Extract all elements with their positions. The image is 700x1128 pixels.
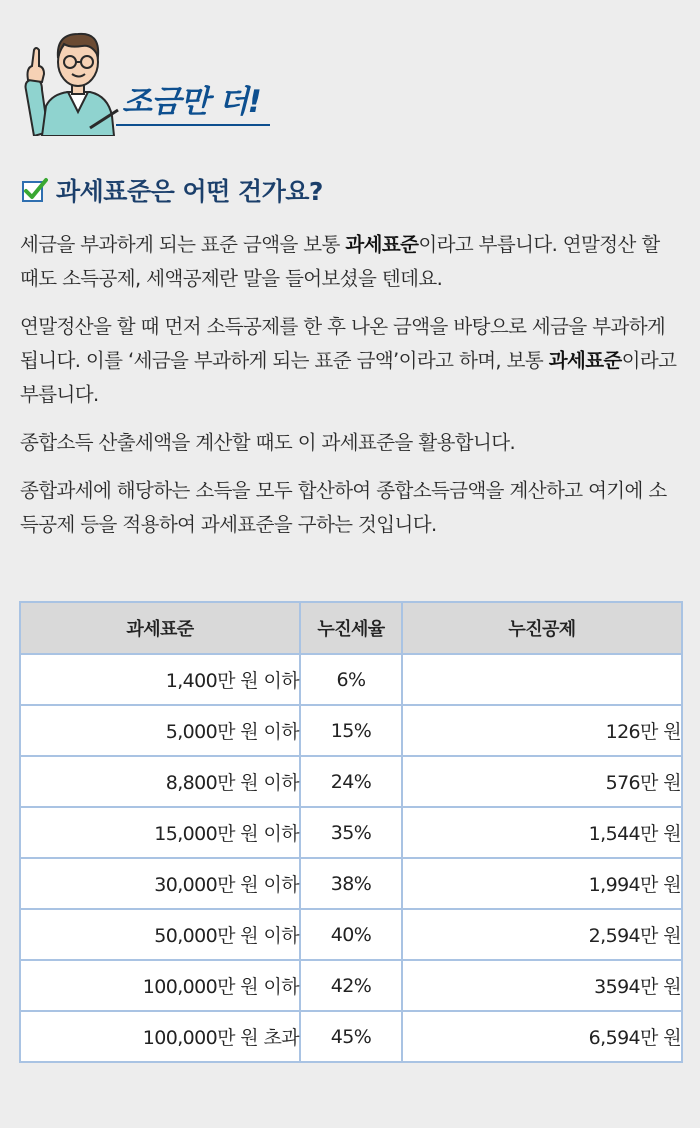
badge-title: 조금만 더!: [122, 84, 261, 120]
teacher-avatar: [12, 20, 122, 136]
cell-deduction: 6,594만 원: [402, 1011, 682, 1062]
table-row: [20, 705, 682, 756]
table-row: [20, 756, 682, 807]
cell-tax-base: 8,800만 원 이하: [20, 756, 300, 807]
cell-tax-base: 15,000만 원 이하: [20, 807, 300, 858]
table-row: [20, 960, 682, 1011]
cell-tax-rate: 6%: [300, 654, 402, 705]
paragraph-3: [20, 426, 682, 460]
section-title: 과세표준은 어떤 건가요?: [56, 177, 323, 206]
table-row: [20, 654, 682, 705]
badge-underline: [116, 124, 270, 126]
cell-tax-base: 1,400만 원 이하: [20, 654, 300, 705]
cell-deduction: 1,994만 원: [402, 858, 682, 909]
cell-tax-rate: 24%: [300, 756, 402, 807]
cell-tax-rate: 42%: [300, 960, 402, 1011]
header-tax-rate: 누진세율: [300, 602, 402, 654]
paragraph-1: [20, 228, 682, 296]
paragraph-4: [20, 474, 682, 542]
paragraph-text: 이라고 부릅니다.: [20, 349, 677, 406]
cell-tax-rate: 40%: [300, 909, 402, 960]
cell-tax-base: 50,000만 원 이하: [20, 909, 300, 960]
paragraph-text: 연말정산을 할 때 먼저 소득공제를 한 후 나온 금액을 바탕으로 세금을 부과하게 됩니다. 이를 ‘세금을 부과하게 되는 표준 금액’이라고 하며, 보통: [20, 315, 666, 372]
cell-deduction: 576만 원: [402, 756, 682, 807]
bold-term: 과세표준: [548, 349, 622, 372]
table-row: [20, 1011, 682, 1062]
tax-rate-table: [19, 601, 683, 1063]
paragraph-text: 종합소득 산출세액을 계산할 때도 이 과세표준을 활용합니다.: [20, 431, 516, 454]
cell-tax-rate: 38%: [300, 858, 402, 909]
paragraph-text: 종합과세에 해당하는 소득을 모두 합산하여 종합소득금액을 계산하고 여기에 소득공제 등을 적용하여 과세표준을 구하는 것입니다.: [20, 479, 667, 536]
cell-deduction: 2,594만 원: [402, 909, 682, 960]
cell-tax-rate: 45%: [300, 1011, 402, 1062]
cell-tax-base: 100,000만 원 이하: [20, 960, 300, 1011]
paragraph-2: [20, 310, 682, 412]
table-header-row: [20, 602, 682, 654]
table-row: [20, 858, 682, 909]
header-tax-base: 과세표준: [20, 602, 300, 654]
paragraph-text: 이라고 부릅니다. 연말정산 할 때도 소득공제, 세액공제란 말을 들어보셨을 텐데요.: [20, 233, 660, 290]
table-row: [20, 909, 682, 960]
cell-tax-rate: 15%: [300, 705, 402, 756]
table-row: [20, 807, 682, 858]
cell-tax-base: 30,000만 원 이하: [20, 858, 300, 909]
cell-tax-base: 5,000만 원 이하: [20, 705, 300, 756]
cell-tax-base: 100,000만 원 초과: [20, 1011, 300, 1062]
check-box-icon: [20, 176, 48, 204]
body-text: [20, 228, 682, 556]
cell-deduction: [402, 654, 682, 705]
cell-deduction: 3594만 원: [402, 960, 682, 1011]
cell-deduction: 126만 원: [402, 705, 682, 756]
header: [12, 20, 312, 140]
bold-term: 과세표준: [345, 233, 419, 256]
paragraph-text: 세금을 부과하게 되는 표준 금액을 보통: [20, 233, 346, 256]
section-heading: [20, 172, 323, 208]
header-deduction: 누진공제: [402, 602, 682, 654]
cell-deduction: 1,544만 원: [402, 807, 682, 858]
cell-tax-rate: 35%: [300, 807, 402, 858]
